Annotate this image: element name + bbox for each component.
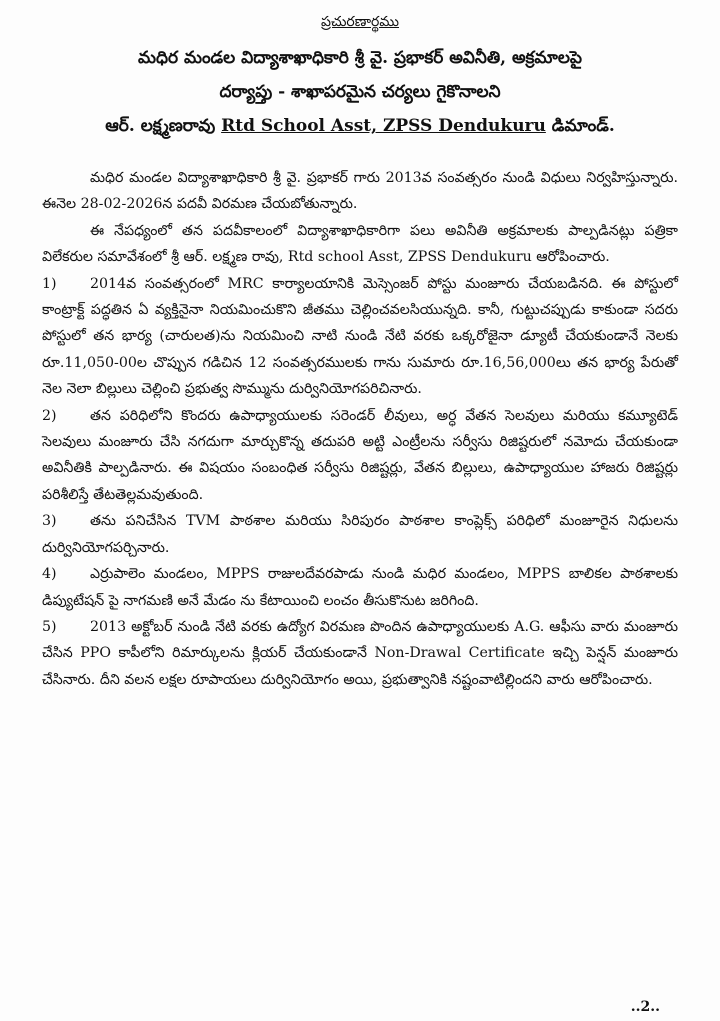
point-number: 3) bbox=[42, 513, 57, 530]
point-number: 2) bbox=[42, 407, 57, 424]
heading-line-3 bbox=[42, 109, 678, 143]
document-body bbox=[42, 165, 678, 693]
point-1 bbox=[42, 271, 678, 403]
point-4 bbox=[42, 561, 678, 614]
point-text: 2013 అక్టోబర్ నుండి నేటి వరకు ఉద్యోగ విరమణ పొందిన ఉపాధ్యాయులకు A.G. ఆఫీసు వారు మంజూరు చేసిన PPO కాపీలోని రిమార్కులను క్లియర్ చేయకుండానే Non-Drawal Certificate ఇచ్చి పెన్షన్ మంజూరు చేసినారు. దీని వలన లక్షల రూపాయలు దుర్వినియోగం అయి, ప్రభుత్వానికి నష్టంవాటిల్లిందని వారు ఆరోపించారు. bbox=[42, 618, 678, 688]
intro-paragraph-2: ఈ నేపధ్యంలో తన పదవీకాలంలో విద్యాశాఖాధికారిగా పలు అవినీతి అక్రమాలకు పాల్పడినట్లు పత్రికా విలేకరుల సమావేశంలో శ్రీ ఆర్. లక్ష్మణ రావు, Rtd school Asst, ZPSS Dendukuru ఆరోపించారు. bbox=[42, 222, 678, 266]
heading-designation: Rtd School Asst, ZPSS Dendukuru bbox=[221, 116, 546, 136]
point-2 bbox=[42, 403, 678, 509]
document-heading bbox=[42, 41, 678, 143]
point-5 bbox=[42, 614, 678, 693]
point-number: 4) bbox=[42, 566, 57, 583]
point-text: 2014వ సంవత్సరంలో MRC కార్యాలయానికి మెస్సెంజర్ పోస్టు మంజూరు చేయబడినది. ఈ పోస్టులో కాంట్రాక్ట్ పద్ధతిన ఏ వ్యక్తినైనా నియమించుకొని జీతము చెల్లించవలసియున్నది. కానీ, గుట్టుచప్పుడు కాకుండా సదరు పోస్టులో తన భార్య (చారులత)ను నియమించి నాటి నుండి నేటి వరకు ఒక్కరోజైనా డ్యూటీ చేయకుండానే నెలకు రూ.11,050-00ల చొప్పున గడిచిన 12 సంవత్సరములకు గాను సుమారు రూ.16,56,000లు తన భార్య పేరుతో నెల నెలా బిల్లులు చెల్లించి ప్రభుత్వ సొమ్మును దుర్వినియోగపరిచినారు. bbox=[42, 275, 678, 398]
point-text: తను పనిచేసిన TVM పాఠశాల మరియు సిరిపురం పాఠశాల కాంప్లెక్స్ పరిధిలో మంజూరైన నిధులను దుర్వినియోగపర్చినారు. bbox=[42, 513, 678, 556]
heading-demand: డిమాండ్. bbox=[551, 116, 615, 136]
point-text: ఎర్రుపాలెం మండలం, MPPS రాజులదేవరపాడు నుండి మధిర మండలం, MPPS బాలికల పాఠశాలకు డిప్యుటేషన్ పై నాగమణి అనే మేడం ను కేటాయించి లంచం తీసుకొనుట జరిగింది. bbox=[42, 566, 678, 609]
heading-name: ఆర్. లక్ష్మణరావు bbox=[105, 116, 216, 136]
page-number: ..2.. bbox=[630, 999, 660, 1015]
point-number: 1) bbox=[42, 275, 57, 292]
heading-line-2: దర్యాప్తు - శాఖాపరమైన చర్యలు గైకొనాలని bbox=[219, 82, 501, 102]
heading-line-1: మధిర మండల విద్యాశాఖాధికారి శ్రీ వై. ప్రభాకర్ అవినీతి, అక్రమాలపై bbox=[137, 48, 583, 68]
intro-paragraph-1: మధిర మండల విద్యాశాఖాధికారి శ్రీ వై. ప్రభాకర్ గారు 2013వ సంవత్సరం నుండి విధులు నిర్వహిస్తున్నారు. ఈనెల 28-02-2026న పదవీ విరమణ చేయబోతున్నారు. bbox=[42, 170, 678, 213]
press-release-label: ప్రచురణార్థము bbox=[320, 14, 399, 30]
point-number: 5) bbox=[42, 618, 57, 635]
point-text: తన పరిధిలోని కొందరు ఉపాధ్యాయులకు సరెండర్ లీవులు, అర్ధ వేతన సెలవులు మరియు కమ్యూటెడ్ సెలవులు మంజూరు చేసి నగదుగా మార్చుకొన్న తదుపరి అట్టి ఎంట్రీలను సర్వీసు రిజిష్టరులో నమోదు చేయకుండా అవినీతికి పాల్పడినారు. ఈ విషయం సంబంధిత సర్వీసు రిజిష్టర్లు, వేతన బిల్లులు, ఉపాధ్యాయుల హాజరు రిజిష్టర్లు పరిశీలిస్తే తేటతెల్లమవుతుంది. bbox=[42, 407, 678, 503]
point-3 bbox=[42, 508, 678, 561]
